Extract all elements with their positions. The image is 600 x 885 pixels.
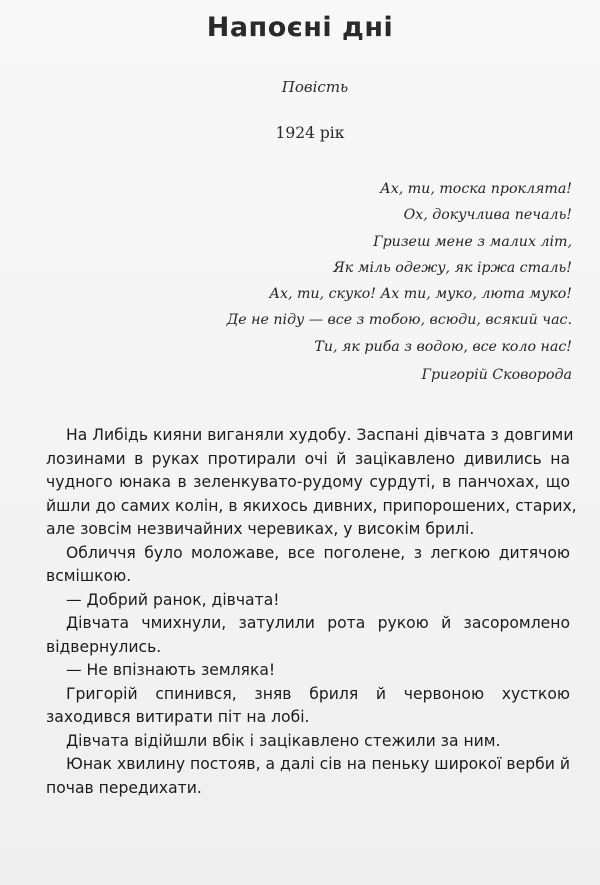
epigraph bbox=[152, 176, 572, 388]
epigraph-line: Ах, ти, тоска проклята! bbox=[379, 181, 572, 197]
text-line: Григорій спинився, зняв бриля й червоною хусткою bbox=[66, 684, 570, 703]
epigraph-line: Ах, ти, скуко! Ах ти, муко, люта муко! bbox=[269, 286, 572, 303]
text-line: На Либідь кияни виганяли худобу. Заспані дівчата з довгими bbox=[66, 426, 574, 444]
year-label: 1924 рік bbox=[275, 124, 345, 142]
epigraph-line: Де не піду — все з тобою, всюди, всякий час. bbox=[226, 312, 572, 329]
text-line: чудного юнака в зеленкувато-рудому сурдуті, в панчохах, що bbox=[46, 473, 570, 491]
paragraph bbox=[46, 424, 577, 542]
text-line: почав передихати. bbox=[46, 778, 202, 797]
epigraph-line: Ти, як риба з водою, все коло нас! bbox=[314, 338, 572, 355]
paragraph bbox=[46, 612, 570, 659]
text-line: відвернулись. bbox=[46, 637, 162, 656]
text-line: йшли до самих колін, в якихось дивних, припорошених, старих, bbox=[46, 496, 577, 515]
text-line: але зовсім незвичайних черевиках, у високім брилі. bbox=[46, 520, 475, 538]
paragraph bbox=[46, 683, 570, 730]
paragraph bbox=[46, 753, 570, 800]
genre-label: Повість bbox=[281, 78, 349, 96]
text-line: — Не впізнають земляка! bbox=[66, 661, 276, 679]
text-line: Юнак хвилину постояв, а далі сів на пеньку широкої верби й bbox=[66, 755, 570, 773]
text-line: Дівчата чмихнули, затулили рота рукою й засоромлено bbox=[66, 614, 570, 632]
text-line: всмішкою. bbox=[46, 567, 132, 585]
epigraph-line: Ох, докучлива печаль! bbox=[403, 207, 572, 224]
paragraph bbox=[46, 659, 570, 683]
text-line: заходився витирати піт на лобі. bbox=[46, 708, 310, 726]
chapter-title: Напоєні дні bbox=[206, 12, 394, 43]
epigraph-author: Григорій Сковорода bbox=[421, 367, 572, 384]
paragraph bbox=[46, 730, 570, 754]
paragraph bbox=[46, 542, 570, 589]
text-line: Дівчата відійшли вбік і зацікавлено стежили за ним. bbox=[66, 731, 501, 750]
text-line: лозинами в руках протирали очі й зацікавлено дивились на bbox=[46, 449, 570, 468]
text-line: Обличчя було моложаве, все поголене, з легкою дитячою bbox=[66, 543, 570, 562]
epigraph-line: Як міль одежу, як іржа сталь! bbox=[333, 259, 572, 276]
text-line: — Добрий ранок, дівчата! bbox=[66, 590, 280, 609]
story-text bbox=[46, 424, 577, 800]
paragraph bbox=[46, 589, 570, 613]
epigraph-line: Гризеш мене з малих літ, bbox=[373, 233, 572, 250]
